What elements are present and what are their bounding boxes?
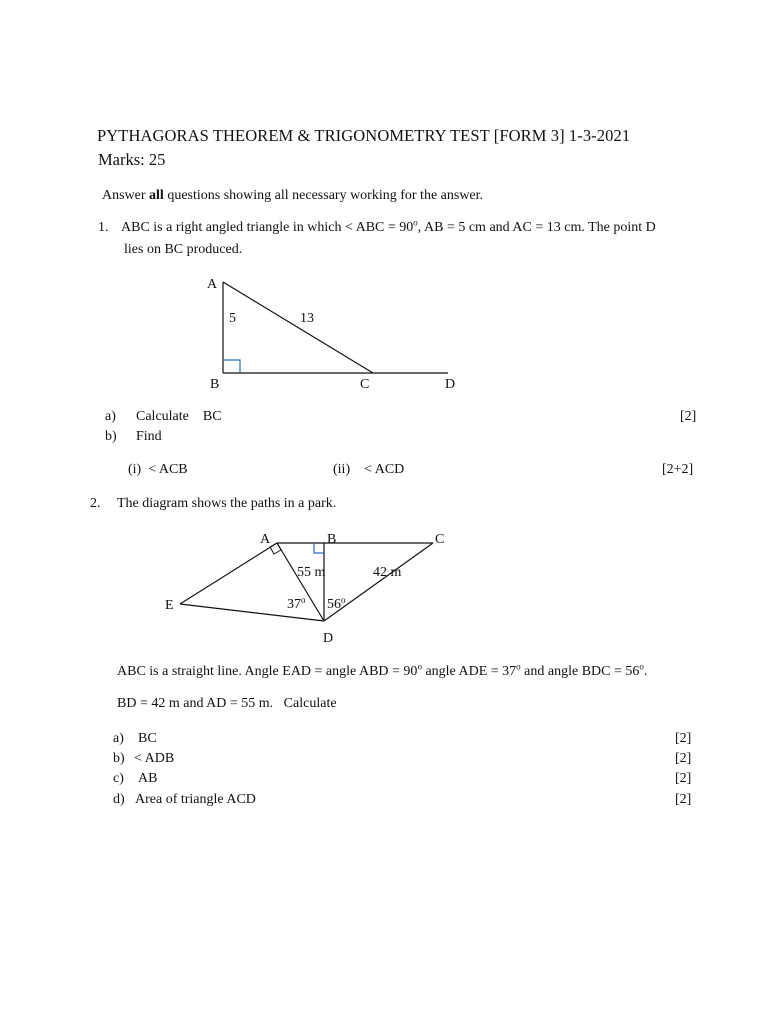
q2-statement-deg3: o	[639, 661, 644, 672]
q2-path-ed	[180, 604, 324, 621]
q2-part-a-marks: [2]	[675, 731, 692, 746]
q2-statement-s1: ABC is a straight line. Angle EAD = angle ABD = 90	[117, 664, 418, 679]
q2-part-a-text: BC	[138, 731, 157, 746]
q2-statement-s2: angle ADE = 37	[421, 664, 517, 679]
q2-statement-deg1: o	[417, 661, 422, 672]
q2-part-c-marks: [2]	[675, 771, 692, 786]
q2-angle-bdc-deg: o	[341, 595, 346, 605]
q1-label-c: C	[360, 377, 370, 392]
q2-statement-deg2: o	[516, 661, 521, 672]
q2-label-d: D	[323, 631, 334, 646]
q1-label-d: D	[445, 377, 456, 392]
q1-part-b-text: Find	[136, 429, 162, 444]
q1-label-ab: 5	[229, 311, 236, 326]
q2-intro: The diagram shows the paths in a park.	[117, 496, 337, 511]
q1-label-ac: 13	[300, 311, 314, 326]
q1-label-a: A	[207, 277, 218, 292]
q2-statement-s3: and angle BDC = 56	[520, 664, 640, 679]
q2-part-c-text: AB	[138, 771, 158, 786]
q1-part-a-text: Calculate BC	[136, 409, 222, 424]
q2-number: 2.	[90, 496, 101, 511]
q1-number: 1.	[98, 220, 109, 235]
q1-degree: o	[413, 217, 418, 228]
q1-label-b: B	[210, 377, 220, 392]
q1-line2: lies on BC produced.	[124, 242, 243, 257]
instructions-bold: all	[149, 188, 164, 203]
q1-part-a-letter: a)	[105, 409, 116, 424]
q2-label-a: A	[260, 532, 271, 547]
q1-part-b-marks: [2+2]	[662, 462, 694, 477]
q2-part-d-text: Area of triangle ACD	[135, 792, 256, 807]
q1-line1-a: ABC is a right angled triangle in which < ABC = 90	[121, 220, 414, 235]
q2-label-c: C	[435, 532, 445, 547]
instructions-post: questions showing all necessary working for the answer.	[163, 188, 484, 203]
q2-angle-ade-value: 37	[287, 597, 301, 612]
q2-part-d-marks: [2]	[675, 792, 692, 807]
instructions-pre: Answer	[102, 188, 150, 203]
q1-part-b-letter: b)	[105, 429, 117, 444]
q1-part-a-marks: [2]	[680, 409, 697, 424]
q2-right-angle-b	[314, 543, 324, 553]
q2-part-d-letter: d)	[113, 792, 125, 807]
q2-statement-s4: .	[643, 664, 648, 679]
q2-angle-ade-deg: o	[301, 595, 306, 605]
q2-part-c-letter: c)	[113, 771, 124, 786]
q2-part-b-marks: [2]	[675, 751, 692, 766]
q2-label-ad: 55 m	[297, 565, 326, 580]
q2-path-ae	[180, 543, 277, 604]
q2-angle-bdc	[327, 595, 346, 612]
q2-part-a-letter: a)	[113, 731, 124, 746]
q2-label-bd: 42 m	[373, 565, 402, 580]
q1-line1-b: , AB = 5 cm and AC = 13 cm. The point D	[417, 220, 656, 235]
q2-label-b: B	[327, 532, 337, 547]
q2-part-b-letter: b)	[113, 751, 125, 766]
q2-part-b-text: < ADB	[134, 751, 175, 766]
q1-part-bii: (ii) < ACD	[333, 462, 405, 477]
q2-label-e: E	[165, 598, 174, 613]
q2-angle-bdc-value: 56	[327, 597, 341, 612]
q2-statement	[117, 661, 648, 680]
q2-angle-ade	[287, 595, 306, 612]
total-marks: Marks: 25	[98, 150, 166, 169]
q1-part-bi: (i) < ACB	[128, 462, 188, 477]
test-title: PYTHAGORAS THEOREM & TRIGONOMETRY TEST [FORM 3] 1-3-2021	[97, 126, 631, 145]
q2-given: BD = 42 m and AD = 55 m. Calculate	[117, 696, 337, 711]
